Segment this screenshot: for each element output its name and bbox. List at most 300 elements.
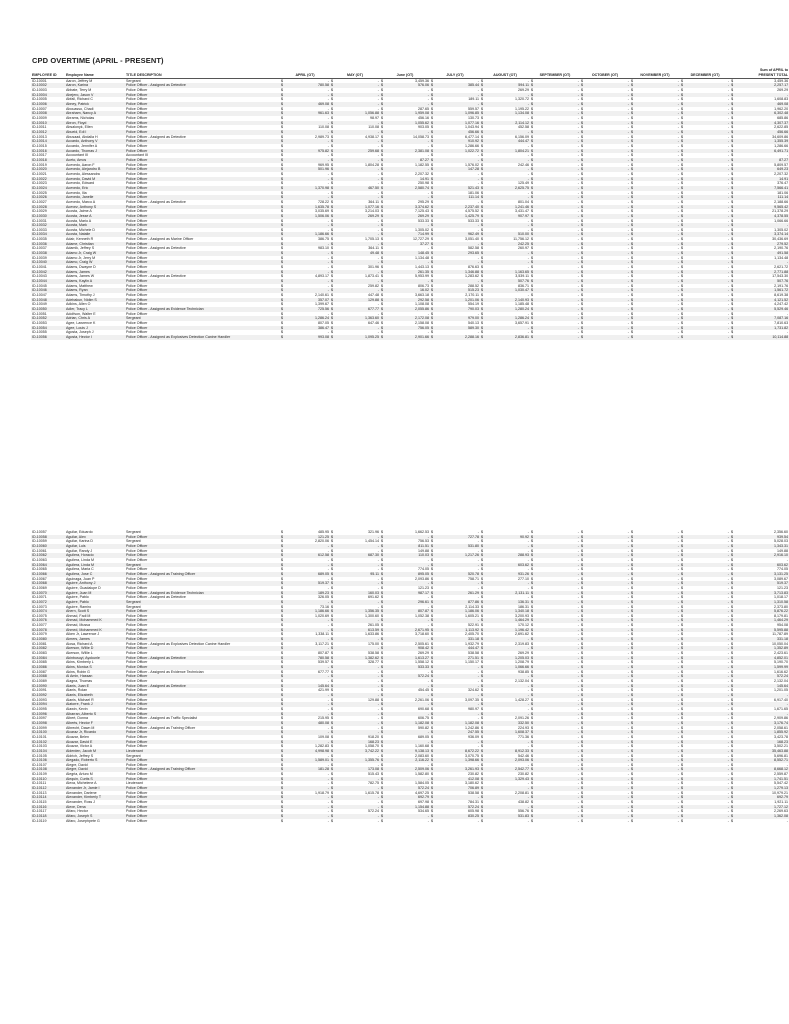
currency-sign: $ [731, 171, 734, 176]
cell-title: Police Officer [125, 618, 280, 623]
amount-value: 168.23 [777, 739, 788, 744]
cell-november [627, 818, 680, 824]
currency-sign: $ [731, 655, 733, 660]
currency-sign: $ [681, 241, 683, 246]
currency-sign: $ [281, 706, 283, 711]
currency-sign: $ [281, 604, 283, 609]
currency-sign: $ [431, 167, 433, 172]
amount-value: - [627, 562, 629, 567]
currency-sign: $ [731, 288, 734, 293]
amount-value: 1,362.08 [774, 814, 788, 819]
amount-value: - [727, 744, 729, 749]
cell-employee-name: Adams, Dwayne D [66, 265, 96, 270]
currency-sign: $ [531, 706, 533, 711]
cell-employee-id: ID-10041 [32, 265, 47, 270]
currency-sign: $ [331, 772, 333, 777]
cell-title: Police Officer [126, 218, 148, 223]
currency-sign: $ [431, 576, 433, 581]
amount-value: - [477, 562, 479, 567]
currency-sign: $ [331, 786, 333, 791]
currency-sign: $ [581, 88, 583, 93]
currency-sign: $ [731, 543, 733, 548]
amount-value: 1,962.20 [774, 106, 789, 111]
currency-sign: $ [681, 88, 683, 93]
cell-title: Police Officer [126, 181, 148, 186]
currency-sign: $ [281, 334, 283, 339]
currency-sign: $ [481, 818, 483, 823]
amount-value: 467.50 [368, 185, 379, 190]
amount-value: - [727, 702, 729, 707]
currency-sign: $ [631, 795, 633, 800]
currency-sign: $ [431, 567, 433, 572]
currency-sign: $ [531, 585, 533, 590]
currency-sign: $ [731, 241, 734, 246]
amount-value: - [527, 195, 529, 200]
amount-value: - [577, 711, 579, 716]
currency-sign: $ [681, 209, 683, 214]
currency-sign: $ [381, 646, 383, 651]
currency-sign: $ [481, 571, 483, 576]
currency-sign: $ [631, 571, 633, 576]
currency-sign: $ [331, 790, 333, 795]
amount-value: - [427, 683, 429, 688]
currency-sign: $ [581, 78, 583, 83]
currency-sign: $ [631, 576, 633, 581]
amount-value: 469.08 [318, 102, 329, 107]
currency-sign: $ [681, 171, 683, 176]
currency-sign: $ [431, 734, 433, 739]
currency-sign: $ [631, 697, 633, 702]
currency-sign: $ [681, 274, 683, 279]
currency-sign: $ [731, 790, 733, 795]
amount-value: - [577, 786, 579, 791]
amount-value: - [327, 567, 329, 572]
amount-value: - [627, 325, 629, 330]
column-header-total: PRESENT TOTAL [730, 73, 789, 79]
currency-sign: $ [531, 804, 533, 809]
amount-value: - [527, 78, 529, 83]
currency-sign: $ [431, 711, 433, 716]
amount-value: - [727, 293, 730, 297]
cell-employee-name: Acosta, Jaime A [66, 209, 92, 214]
amount-value: 3,261.93 [465, 767, 479, 772]
cell-employee-id: ID-10037 [32, 246, 47, 251]
currency-sign: $ [381, 543, 383, 548]
currency-sign: $ [731, 627, 733, 632]
currency-sign: $ [631, 125, 633, 130]
cell-employee-id: ID-10112 [31, 786, 65, 791]
amount-value: 507.76 [777, 279, 789, 284]
amount-value: 2,170.11 [465, 293, 479, 297]
currency-sign: $ [631, 279, 633, 284]
amount-value: 612.58 [318, 553, 329, 558]
currency-sign: $ [481, 674, 483, 679]
currency-sign: $ [631, 814, 633, 819]
amount-value: 603.62 [777, 562, 788, 567]
amount-value: - [377, 665, 379, 670]
amount-value: - [677, 627, 679, 632]
currency-sign: $ [731, 330, 734, 335]
currency-sign: $ [631, 637, 633, 642]
currency-sign: $ [731, 716, 733, 721]
amount-value: - [477, 171, 479, 176]
cell-title: Police Officer [126, 283, 148, 288]
amount-value: 1,095.25 [365, 334, 379, 339]
currency-sign: $ [281, 148, 283, 153]
amount-value: - [677, 78, 679, 83]
currency-sign: $ [481, 213, 483, 218]
amount-value: - [377, 604, 379, 609]
currency-sign: $ [381, 781, 383, 786]
amount-value: - [727, 227, 730, 232]
currency-sign: $ [281, 739, 283, 744]
currency-sign: $ [531, 134, 533, 139]
currency-sign: $ [631, 283, 633, 288]
amount-value: - [477, 530, 479, 534]
currency-sign: $ [681, 548, 683, 553]
amount-value: - [677, 148, 679, 153]
column-header-title: TITLE DESCRIPTION [125, 73, 280, 79]
amount-value: 160.03 [368, 590, 379, 595]
currency-sign: $ [631, 548, 633, 553]
amount-value: - [627, 181, 629, 186]
cell-employee-name: Acosta, Natalie [65, 232, 125, 237]
currency-sign: $ [631, 730, 633, 735]
amount-value: - [677, 599, 679, 604]
amount-value: 2,671.95 [415, 627, 429, 632]
currency-sign: $ [681, 153, 683, 158]
amount-value: - [627, 553, 629, 558]
currency-sign: $ [281, 669, 283, 674]
amount-value: 1,286.24 [315, 316, 329, 321]
amount-value: - [627, 162, 629, 167]
cell-employee-name: Al Amin, Hassan [65, 674, 125, 679]
cell-title: Police Officer [125, 223, 280, 228]
amount-value: - [677, 758, 679, 763]
cell-employee-name: Adams, Timothy J [66, 293, 95, 297]
currency-sign: $ [331, 767, 333, 772]
currency-sign: $ [481, 683, 483, 688]
amount-value: - [477, 255, 479, 260]
currency-sign: $ [331, 776, 333, 781]
currency-sign: $ [481, 651, 483, 656]
cell-employee-name: Ahmad, Fadi M [66, 613, 91, 618]
amount-value: 295.29 [418, 199, 429, 204]
amount-value: - [627, 106, 629, 111]
currency-sign: $ [681, 227, 683, 232]
currency-sign: $ [731, 632, 733, 637]
currency-sign: $ [681, 697, 683, 702]
currency-sign: $ [731, 651, 733, 656]
currency-sign: $ [731, 762, 733, 767]
currency-sign: $ [281, 683, 283, 688]
currency-sign: $ [381, 660, 383, 665]
cell-employee-id: ID-10053 [32, 320, 47, 325]
cell-employee-name: Alawin, Kevin [66, 706, 88, 711]
cell-employee-id: ID-10084 [31, 656, 65, 661]
amount-value: 756.53 [418, 539, 429, 544]
amount-value: - [627, 767, 629, 772]
currency-sign: $ [381, 97, 383, 102]
amount-value: - [727, 302, 730, 307]
currency-sign: $ [431, 334, 433, 339]
cell-employee-name: Abouasso, Chadi [66, 106, 94, 111]
currency-sign: $ [731, 772, 733, 777]
currency-sign: $ [481, 618, 483, 623]
amount-value: 1,959.08 [415, 111, 429, 116]
amount-value: 2,114.33 [465, 604, 479, 609]
amount-value: - [627, 599, 629, 604]
amount-value: - [327, 702, 329, 707]
currency-sign: $ [331, 800, 333, 805]
cell-employee-id: ID-10104 [31, 749, 65, 754]
cell-employee-name: Alexander, Ross J [66, 800, 95, 805]
amount-value: - [477, 227, 479, 232]
amount-value: 121.25 [318, 534, 329, 539]
currency-sign: $ [631, 139, 633, 144]
amount-value: 5,595.88 [774, 627, 788, 632]
cell-employee-id: ID-10079 [32, 632, 47, 637]
amount-value: - [377, 776, 379, 781]
amount-value: - [627, 739, 629, 744]
amount-value: - [627, 218, 629, 223]
amount-value: - [627, 776, 629, 781]
currency-sign: $ [681, 706, 683, 711]
currency-sign: $ [431, 232, 433, 237]
amount-value: - [627, 679, 629, 683]
amount-value: - [577, 241, 579, 246]
amount-value: - [577, 306, 579, 311]
currency-sign: $ [381, 772, 383, 777]
amount-value: - [577, 269, 579, 274]
amount-value: - [427, 669, 429, 674]
currency-sign: $ [281, 139, 283, 144]
currency-sign: $ [331, 679, 333, 683]
amount-value: - [727, 218, 730, 223]
currency-sign: $ [631, 176, 633, 181]
amount-value: - [677, 809, 679, 814]
currency-sign: $ [681, 102, 683, 107]
amount-value: 1,043.94 [465, 125, 479, 130]
cell-employee-name: Acevedo, Marco A [66, 199, 96, 204]
cell-employee-name: Alfaro, Hector [66, 809, 88, 814]
amount-value: - [327, 725, 329, 730]
currency-sign: $ [681, 599, 683, 604]
amount-value: - [677, 209, 679, 214]
currency-sign: $ [381, 776, 383, 781]
cell-employee-id: ID-10045 [32, 283, 47, 288]
currency-sign: $ [631, 288, 633, 293]
amount-value: 269.29 [418, 213, 429, 218]
amount-value: 1,052.38 [415, 613, 429, 618]
amount-value: - [727, 111, 730, 116]
amount-value: - [377, 795, 379, 800]
cell-employee-name: Abraham, Nancy A [65, 111, 125, 116]
amount-value: - [577, 232, 579, 237]
currency-sign: $ [731, 571, 733, 576]
currency-sign: $ [481, 88, 483, 93]
currency-sign: $ [631, 762, 633, 767]
currency-sign: $ [281, 255, 283, 260]
amount-value: - [477, 88, 479, 93]
currency-sign: $ [331, 102, 333, 107]
amount-value: - [577, 632, 579, 637]
amount-value: - [627, 669, 629, 674]
amount-value: - [627, 637, 629, 642]
currency-sign: $ [581, 534, 583, 539]
currency-sign: $ [681, 809, 683, 814]
amount-value: 1,932.79 [465, 641, 479, 646]
amount-value: - [577, 251, 579, 256]
cell-title: Police Officer - Assigned as Explosives Detection Canine Handler [125, 335, 280, 340]
currency-sign: $ [581, 762, 583, 767]
currency-sign: $ [731, 320, 734, 325]
amount-value: - [727, 748, 729, 753]
currency-sign: $ [381, 293, 383, 297]
amount-value: - [377, 260, 379, 265]
currency-sign: $ [281, 567, 283, 572]
amount-value: - [427, 637, 429, 642]
amount-value: - [727, 655, 729, 660]
cell-employee-name: Alexander Jr, Jamie I [65, 786, 125, 791]
amount-value: - [577, 674, 579, 679]
amount-value: - [477, 330, 479, 335]
currency-sign: $ [731, 120, 734, 125]
currency-sign: $ [581, 223, 583, 228]
currency-sign: $ [331, 306, 333, 311]
currency-sign: $ [731, 539, 733, 544]
currency-sign: $ [731, 181, 734, 186]
amount-value: - [577, 209, 579, 214]
cell-title: Police Officer - Assigned as Traffic Specialist [126, 716, 197, 721]
currency-sign: $ [331, 562, 333, 567]
currency-sign: $ [531, 125, 533, 130]
amount-value: - [577, 814, 579, 819]
amount-value: - [377, 711, 379, 716]
currency-sign: $ [731, 739, 733, 744]
amount-value: - [677, 585, 679, 590]
cell-title: Sergeant [125, 563, 280, 568]
amount-value: 110.03 [418, 553, 429, 558]
currency-sign: $ [381, 116, 383, 121]
currency-sign: $ [281, 279, 283, 284]
currency-sign: $ [281, 562, 283, 567]
currency-sign: $ [681, 758, 683, 763]
amount-value: - [477, 539, 479, 544]
cell-title: Lieutenant [126, 781, 143, 786]
currency-sign: $ [531, 720, 533, 725]
amount-value: - [327, 665, 329, 670]
amount-value: - [577, 88, 579, 93]
currency-sign: $ [531, 609, 533, 614]
currency-sign: $ [681, 795, 683, 800]
amount-value: 321.96 [368, 530, 379, 534]
currency-sign: $ [631, 748, 633, 753]
currency-sign: $ [431, 246, 433, 251]
currency-sign: $ [731, 125, 734, 130]
currency-sign: $ [681, 748, 683, 753]
currency-sign: $ [731, 530, 733, 534]
amount-value: - [677, 539, 679, 544]
amount-value: - [627, 97, 629, 102]
currency-sign: $ [531, 604, 533, 609]
cell-employee-name: Alcaraz Jr, Ricardo [65, 730, 125, 735]
currency-sign: $ [581, 627, 583, 632]
currency-sign: $ [581, 632, 583, 637]
currency-sign: $ [581, 530, 583, 534]
currency-sign: $ [331, 655, 333, 660]
currency-sign: $ [431, 330, 433, 335]
currency-sign: $ [331, 302, 333, 307]
currency-sign: $ [631, 679, 633, 683]
amount-value: - [727, 288, 730, 293]
currency-sign: $ [581, 246, 583, 251]
amount-value: - [477, 665, 479, 670]
currency-sign: $ [581, 241, 583, 246]
currency-sign: $ [381, 162, 383, 167]
currency-sign: $ [331, 692, 333, 697]
cell-title: Police Officer [126, 97, 148, 102]
amount-value: 271.51 [468, 655, 479, 660]
amount-value: - [327, 227, 329, 232]
amount-value: 647.46 [368, 320, 379, 325]
currency-sign: $ [531, 227, 533, 232]
currency-sign: $ [431, 800, 433, 805]
cell-employee-id: ID-10044 [31, 279, 65, 284]
amount-value: 3,089.67 [774, 576, 788, 581]
amount-value: 364.11 [368, 199, 379, 204]
amount-value: - [527, 116, 529, 121]
amount-value: 938.85 [518, 669, 529, 674]
amount-value: 2,621.72 [774, 265, 789, 270]
amount-value: - [727, 814, 729, 819]
amount-value: - [727, 153, 730, 158]
currency-sign: $ [631, 585, 633, 590]
amount-value: - [577, 246, 579, 251]
amount-value: 1,608.83 [774, 97, 789, 102]
amount-value: - [377, 269, 379, 274]
currency-sign: $ [331, 88, 333, 93]
amount-value: 606.75 [418, 716, 429, 721]
currency-sign: $ [631, 311, 633, 316]
amount-value: - [627, 786, 629, 791]
currency-sign: $ [631, 809, 633, 814]
currency-sign: $ [481, 739, 483, 744]
currency-sign: $ [431, 767, 433, 772]
currency-sign: $ [331, 753, 333, 758]
currency-sign: $ [331, 758, 333, 763]
cell-title: Lieutenant [125, 749, 280, 754]
currency-sign: $ [431, 590, 433, 595]
amount-value: - [577, 776, 579, 781]
currency-sign: $ [331, 814, 333, 819]
currency-sign: $ [331, 153, 333, 158]
amount-value: - [477, 557, 479, 562]
currency-sign: $ [531, 325, 533, 330]
amount-value: - [377, 679, 379, 683]
amount-value: 288.52 [468, 283, 479, 288]
amount-value: 542.46 [518, 753, 529, 758]
amount-value: 531.83 [518, 814, 529, 819]
currency-sign: $ [331, 78, 333, 83]
amount-value: 4,697.25 [415, 790, 429, 795]
currency-sign: $ [531, 627, 533, 632]
amount-value: - [477, 679, 479, 683]
amount-value: 269.29 [368, 213, 379, 218]
currency-sign: $ [581, 237, 583, 242]
amount-value: - [527, 795, 529, 800]
currency-sign: $ [431, 814, 433, 819]
